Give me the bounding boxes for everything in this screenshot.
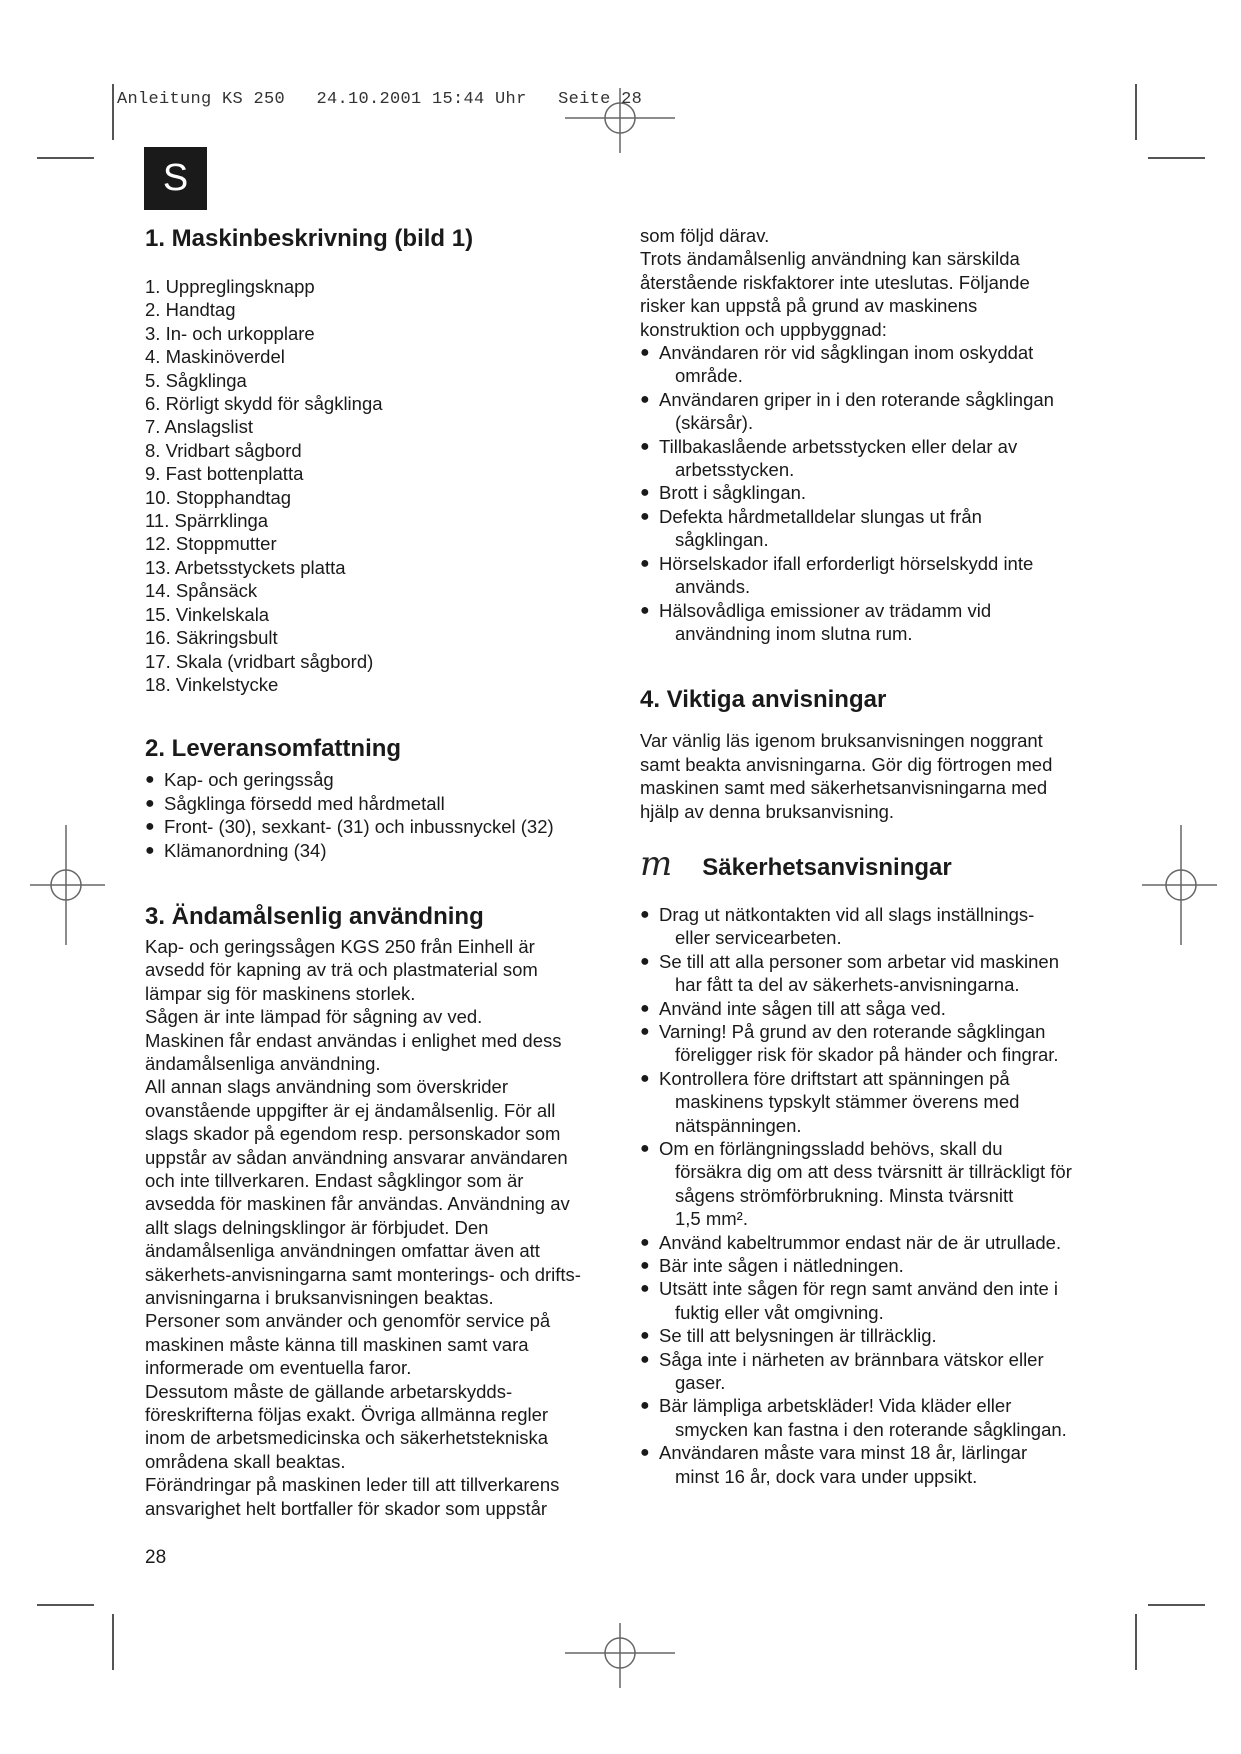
text-line: Var vänlig läs igenom bruksanvisningen noggrant	[640, 730, 1043, 752]
text-line: ● Bär lämpliga arbetskläder! Vida kläder eller	[659, 1395, 1012, 1417]
list-item: 15. Vinkelskala	[145, 603, 270, 625]
text-line: ovanstående uppgifter är ej ändamålsenlig. För all	[145, 1099, 556, 1121]
text-line: föreskrifterna följas exakt. Övriga allmänna regler	[145, 1404, 549, 1426]
list-item: 1. Uppreglingsknapp	[145, 276, 315, 297]
list-item: 6. Rörligt skydd för sågklinga	[145, 393, 383, 415]
list-item: 10. Stopphandtag	[145, 486, 292, 508]
page-number: 28	[145, 1547, 167, 1568]
list-item: 12. Stoppmutter	[145, 533, 277, 555]
text-line: risker kan uppstå på grund av maskinens	[640, 295, 978, 317]
list-item	[640, 950, 1090, 997]
language-tab: S	[144, 147, 207, 210]
list-item: ● Klämanordning (34)	[145, 839, 615, 862]
text-line: Trots ändamålsenlig användning kan särskilda	[640, 248, 1020, 270]
list-item: 5. Sågklinga	[145, 369, 247, 391]
text-line: ● Varning! På grund av den roterande sågklingan	[659, 1020, 1046, 1042]
list-item: ● Sågklinga försedd med hårdmetall	[145, 792, 615, 815]
text-line: Maskinen får endast användas i enlighet med dess	[145, 1029, 562, 1051]
text-line: ansvarighet helt bortfaller för skador som uppstår	[145, 1497, 548, 1519]
list-item	[640, 1020, 1090, 1067]
text-line: samt beakta anvisningarna. Gör dig förtrogen med	[640, 753, 1053, 775]
list-item: 13. Arbetsstyckets platta	[145, 556, 346, 578]
text-line: har fått ta del av säkerhets-anvisningarna.	[675, 974, 1020, 996]
list-item: 17. Skala (vridbart sågbord)	[145, 650, 374, 672]
list-item: ● Kap- och geringssåg	[145, 768, 615, 791]
text-line: arbetsstycken.	[675, 459, 795, 481]
registration-mark-icon	[565, 1618, 675, 1688]
left-column	[145, 224, 615, 1520]
section-title: 3. Ändamålsenlig användning	[145, 902, 484, 930]
text-line: områdena skall beaktas.	[145, 1450, 346, 1472]
list-item	[640, 552, 1090, 599]
text-line: nätspänningen.	[675, 1114, 802, 1136]
text-line: ● Använd inte sågen till att såga ved.	[659, 997, 946, 1019]
list-item	[640, 435, 1090, 482]
text-line: säkerhets-anvisningarna samt monterings- och drifts-	[145, 1263, 581, 1285]
text-line: Förändringar på maskinen leder till att tillverkarens	[145, 1474, 560, 1496]
crop-mark	[1135, 1614, 1137, 1670]
text-line: försäkra dig om att dess tvärsnitt är tillräckligt för	[675, 1161, 1072, 1183]
text-line: 1,5 mm².	[675, 1208, 748, 1230]
text-line: slags skador på egendom resp. personskador som	[145, 1123, 561, 1145]
text-line: smycken kan fastna i den roterande sågklingan.	[675, 1418, 1067, 1440]
list-item: 9. Fast bottenplatta	[145, 463, 304, 485]
text-line: sågklingan.	[675, 529, 769, 551]
list-item	[640, 599, 1090, 646]
text-line: ● Bär inte sågen i nätledningen.	[659, 1255, 904, 1277]
crop-mark	[1148, 1604, 1205, 1606]
crop-mark	[112, 84, 114, 140]
list-item	[640, 1324, 1090, 1347]
text-line: sågens strömförbrukning. Minsta tvärsnitt	[675, 1184, 1014, 1206]
crop-mark	[1148, 157, 1205, 159]
text-line: avsedda för maskinen får användas. Användning av	[145, 1193, 570, 1215]
registration-mark-icon	[30, 825, 105, 945]
list-item	[640, 1067, 1090, 1137]
text-line: maskinen samt med säkerhetsanvisningarna med	[640, 777, 1048, 799]
text-line: minst 16 år, dock vara under uppsikt.	[675, 1465, 978, 1487]
text-line: inom de arbetsmedicinska och säkerhetstekniska	[145, 1427, 549, 1449]
text-line: gaser.	[675, 1372, 726, 1394]
text-line: fuktig eller våt omgivning.	[675, 1301, 884, 1323]
text-line: och inte tillverkaren. Endast sågklingor som är	[145, 1170, 524, 1191]
safety-symbol-icon: m	[640, 843, 673, 884]
list-item	[640, 1277, 1090, 1324]
text-line: ● Tillbakaslående arbetsstycken eller delar av	[659, 435, 1018, 457]
list-item: 3. In- och urkopplare	[145, 322, 315, 344]
text-line: ● Använd kabeltrummor endast när de är utrullade.	[659, 1231, 1062, 1253]
text-line: ● Se till att alla personer som arbetar vid maskinen	[659, 950, 1059, 972]
registration-mark-icon	[1142, 825, 1217, 945]
right-column	[640, 224, 1090, 1488]
list-item: 11. Spärrklinga	[145, 510, 269, 532]
continued-text	[640, 224, 1090, 341]
text-line: ● Kontrollera före driftstart att spänningen på	[659, 1067, 1010, 1089]
crop-mark	[37, 157, 94, 159]
text-line: maskinens typskylt stämmer överens med	[675, 1091, 1020, 1113]
list-item	[640, 1137, 1090, 1231]
list-item: 2. Handtag	[145, 299, 236, 321]
text-line: ändamålsenliga användningen omfattar även att	[145, 1240, 540, 1262]
text-line: allt slags delningsklingor är förbjudet. Den	[145, 1216, 489, 1238]
text-line: ● Användaren måste vara minst 18 år, lärlingar	[659, 1442, 1028, 1464]
list-item	[640, 1348, 1090, 1395]
text-line: maskinen måste känna till maskinen samt vara	[145, 1333, 529, 1355]
text-line: föreligger risk för skador på händer och fingrar.	[675, 1044, 1059, 1066]
text-line: ● Utsätt inte sågen för regn samt använd den inte i	[659, 1278, 1059, 1300]
section-title: Säkerhetsanvisningar	[702, 853, 952, 881]
list-item: 18. Vinkelstycke	[145, 673, 279, 695]
list-item: ● Front- (30), sexkant- (31) och inbussnyckel (32)	[145, 815, 615, 838]
text-line: ● Om en förlängningssladd behövs, skall du	[659, 1138, 1003, 1159]
text-line: anvisningarna i bruksanvisningen beaktas.	[145, 1287, 494, 1309]
text-line: lämpar sig för maskinens storlek.	[145, 982, 416, 1004]
text-line: hjälp av denna bruksanvisning.	[640, 800, 895, 822]
list-item: 8. Vridbart sågbord	[145, 439, 302, 461]
text-line: eller servicearbeten.	[675, 927, 842, 949]
list-item: 7. Anslagslist	[145, 416, 253, 438]
text-line: återstående riskfaktorer inte uteslutas. Följande	[640, 271, 1030, 293]
section-title: 2. Leveransomfattning	[145, 735, 402, 763]
risk-list	[640, 341, 1090, 645]
crop-mark	[112, 1614, 114, 1670]
crop-mark	[1135, 84, 1137, 140]
text-line: ● Brott i sågklingan.	[659, 482, 807, 504]
intended-use-text	[145, 935, 615, 1520]
text-line: ● Hälsovådliga emissioner av trädamm vid	[659, 599, 992, 621]
list-item: 14. Spånsäck	[145, 580, 258, 602]
text-line: område.	[675, 365, 743, 387]
text-line: som följd därav.	[640, 225, 770, 246]
list-item: 16. Säkringsbult	[145, 627, 278, 649]
text-line: avsedd för kapning av trä och plastmaterial som	[145, 959, 538, 981]
section-title: 4. Viktiga anvisningar	[640, 686, 887, 714]
crop-mark	[37, 1604, 94, 1606]
text-line: ● Användaren griper in i den roterande sågklingan	[659, 388, 1054, 410]
list-item	[640, 1231, 1090, 1254]
list-item	[640, 903, 1090, 950]
text-line: All annan slags användning som överskrider	[145, 1076, 509, 1098]
list-item	[640, 1254, 1090, 1277]
parts-list	[145, 275, 615, 696]
list-item	[640, 1394, 1090, 1441]
text-line: ● Såga inte i närheten av brännbara vätskor eller	[659, 1348, 1044, 1370]
text-line: ● Se till att belysningen är tillräcklig.	[659, 1325, 937, 1347]
list-item	[640, 1441, 1090, 1488]
delivery-list	[145, 768, 615, 862]
text-line: Kap- och geringssågen KGS 250 från Einhell är	[145, 935, 535, 957]
text-line: informerade om eventuella faror.	[145, 1357, 412, 1379]
list-item	[640, 388, 1090, 435]
text-line: (skärsår).	[675, 412, 754, 434]
print-slug: Anleitung KS 250 24.10.2001 15:44 Uhr Seite 28	[117, 90, 643, 109]
text-line: Sågen är inte lämpad för sågning av ved.	[145, 1006, 483, 1028]
list-item	[640, 481, 1090, 504]
list-item	[640, 505, 1090, 552]
list-item: 4. Maskinöverdel	[145, 346, 285, 368]
text-line: användning inom slutna rum.	[675, 622, 913, 644]
text-line: uppstår av sådan användning ansvarar användaren	[145, 1146, 568, 1168]
text-line: konstruktion och uppbyggnad:	[640, 318, 887, 340]
text-line: ändamålsenliga användning.	[145, 1052, 381, 1074]
text-line: ● Defekta hårdmetalldelar slungas ut från	[659, 505, 982, 527]
safety-heading	[640, 843, 1090, 884]
list-item	[640, 997, 1090, 1020]
text-line: ● Användaren rör vid sågklingan inom oskyddat	[659, 342, 1034, 364]
text-line: ● Drag ut nätkontakten vid all slags inställnings-	[659, 903, 1035, 925]
list-item	[640, 341, 1090, 388]
text-line: ● Hörselskador ifall erforderligt hörselskydd inte	[659, 552, 1034, 574]
safety-list	[640, 903, 1090, 1488]
text-line: Dessutom måste de gällande arbetarskydds-	[145, 1380, 513, 1402]
section-title: 1. Maskinbeskrivning (bild 1)	[145, 225, 474, 252]
text-line: används.	[675, 576, 751, 598]
important-notes-text	[640, 729, 1090, 823]
text-line: Personer som använder och genomför service på	[145, 1310, 551, 1332]
